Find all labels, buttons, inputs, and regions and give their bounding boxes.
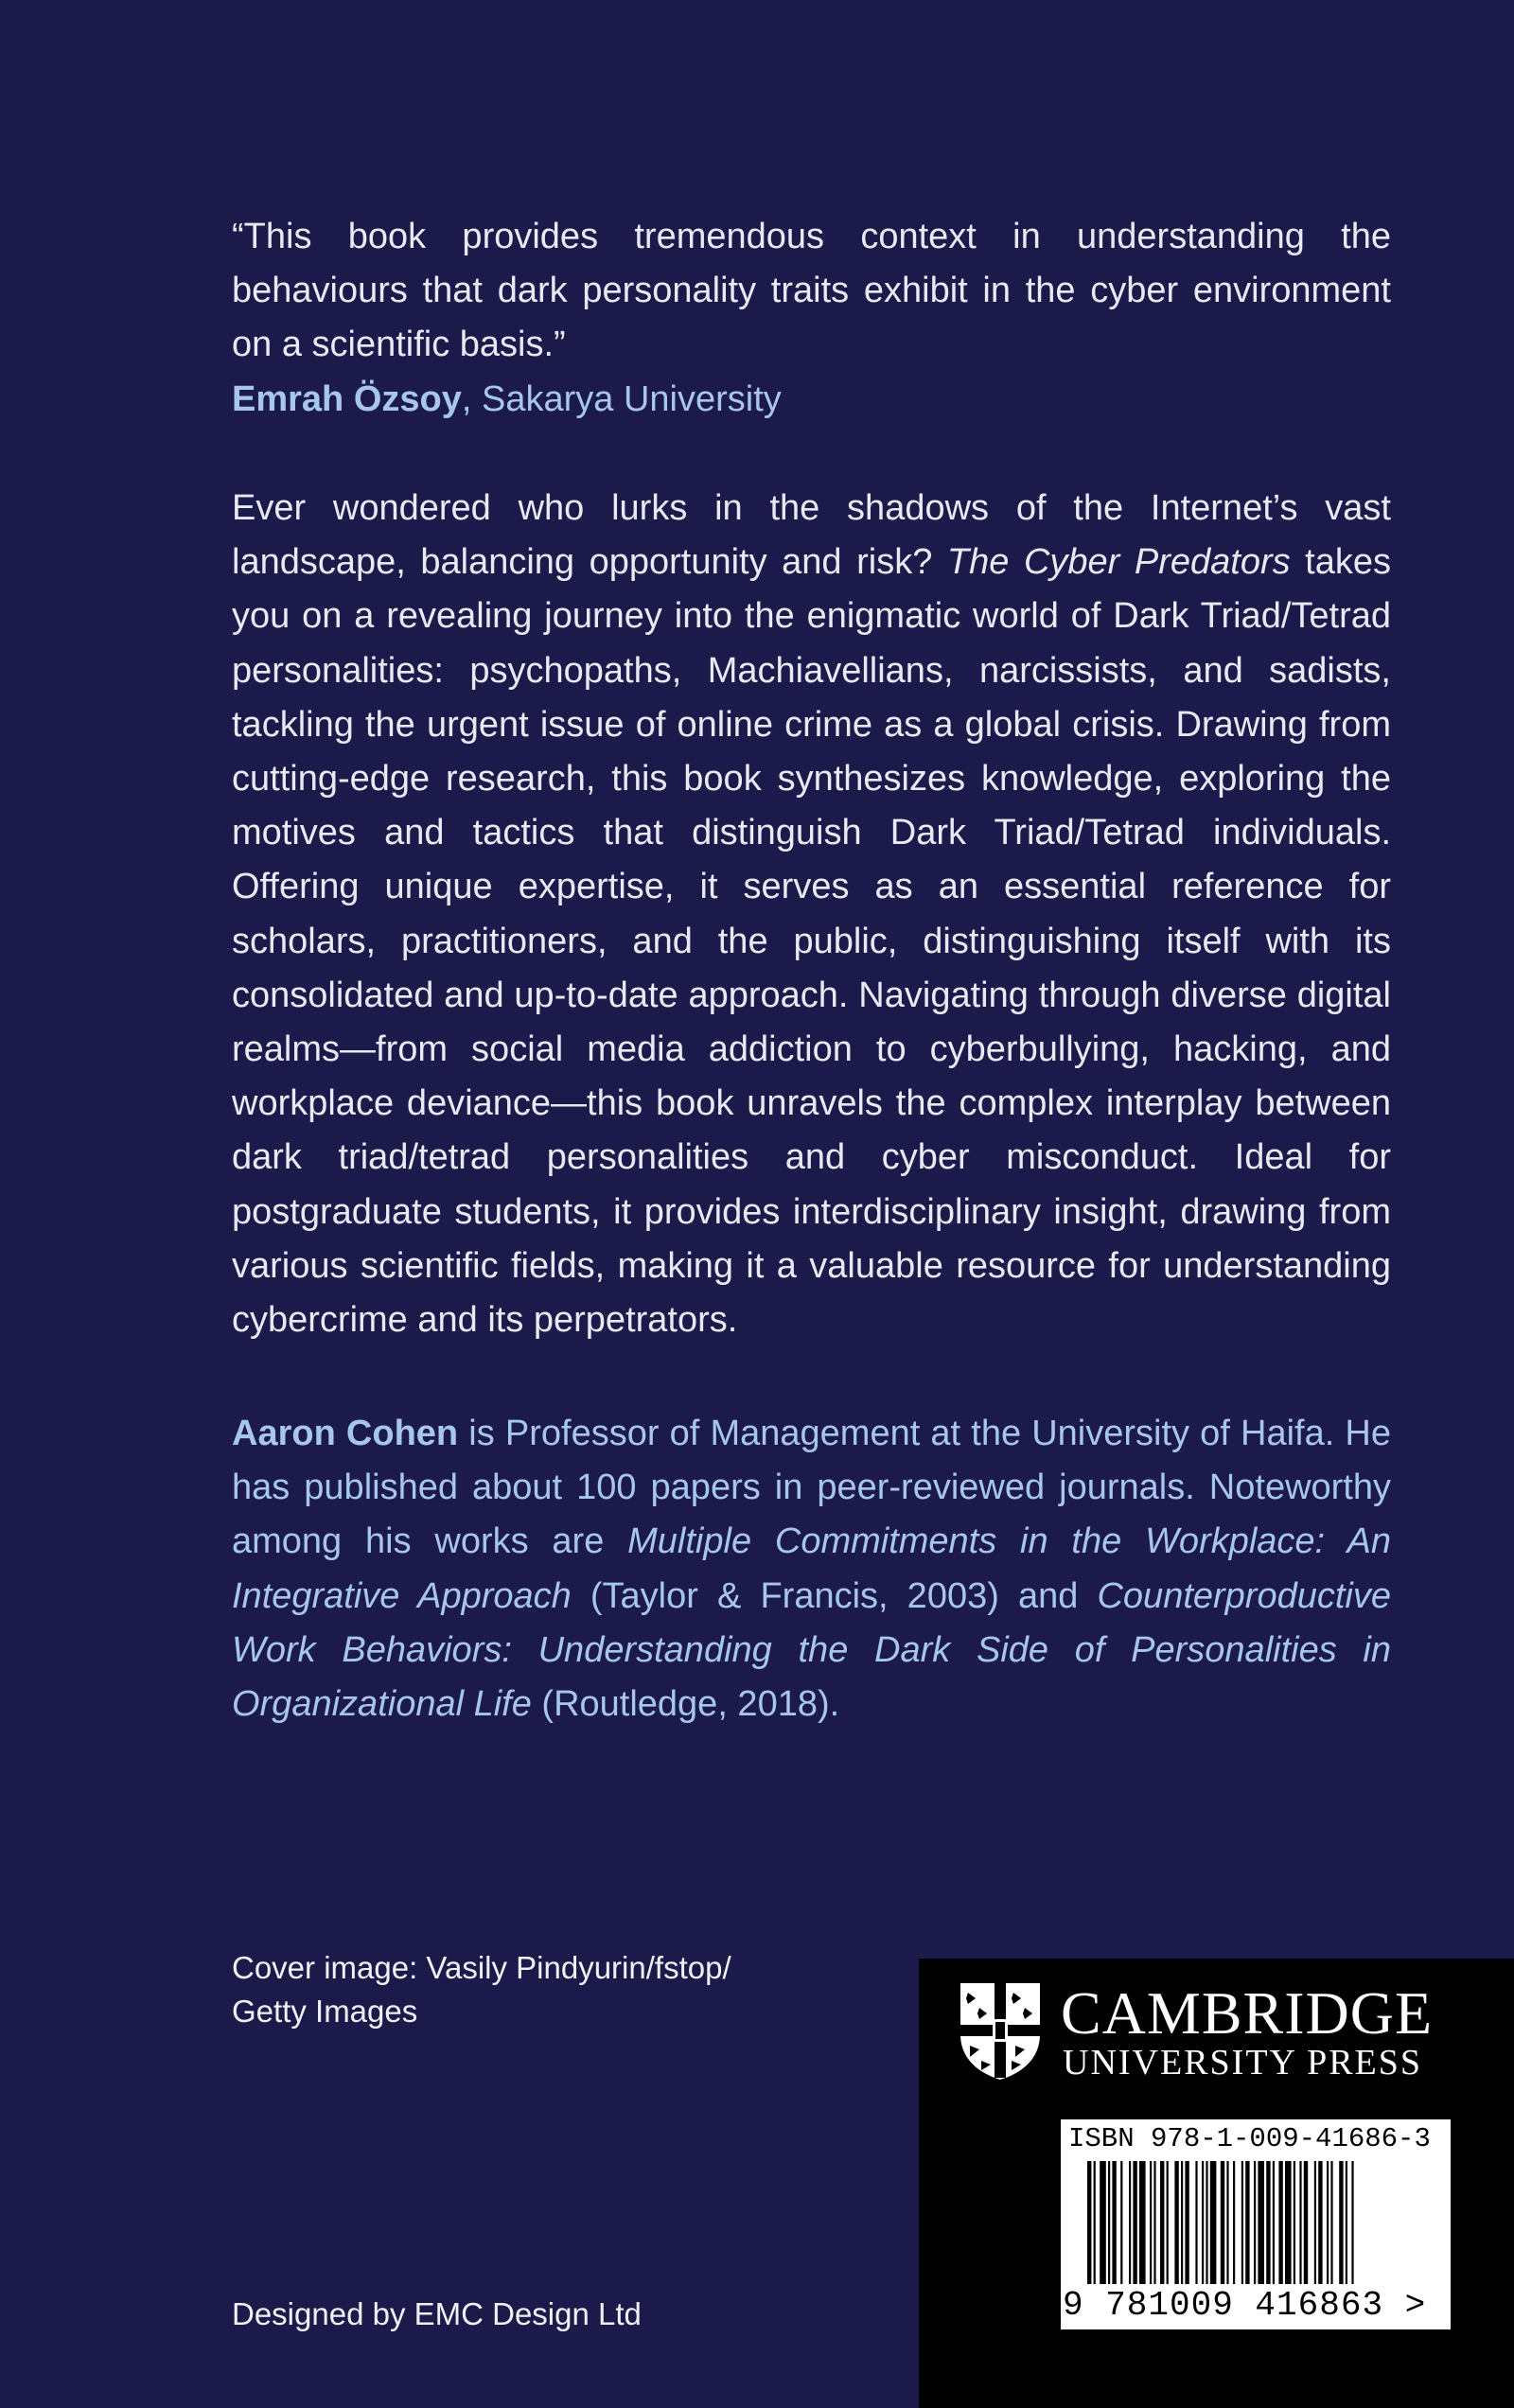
barcode-bar <box>1153 2161 1155 2284</box>
barcode-bar <box>1273 2161 1275 2284</box>
barcode-bar <box>1094 2161 1096 2284</box>
bio-text-2: (Taylor & Francis, 2003) and <box>571 1575 1098 1616</box>
barcode-bar <box>1245 2161 1249 2284</box>
barcode-bar <box>1330 2161 1332 2284</box>
bio-book-1: Multiple Commitments in the Workplace: An Integrative Approach <box>232 1521 1391 1616</box>
isbn-barcode <box>1061 2119 1451 2329</box>
bio-book-2: Counterproductive Work Behaviors: Understanding the Dark Side of Personalities in Organizational Life <box>232 1575 1391 1725</box>
barcode-bar <box>1346 2161 1347 2284</box>
bio-text-3: (Routledge, 2018). <box>531 1684 840 1725</box>
barcode-digits: 9 781009 416863 > <box>1063 2286 1427 2325</box>
barcode-bar <box>1167 2161 1169 2284</box>
cover-image-credit <box>232 1946 894 2033</box>
barcode-bar <box>1327 2161 1329 2284</box>
barcode-bar <box>1351 2161 1353 2284</box>
barcode-bar <box>1100 2161 1106 2284</box>
barcode-bar <box>1258 2161 1264 2284</box>
author-name: Aaron Cohen <box>232 1414 459 1453</box>
publisher-name: CAMBRIDGE <box>1061 1979 1434 2047</box>
barcode-bar <box>1241 2161 1243 2284</box>
barcode-bar <box>1318 2161 1322 2284</box>
isbn-label: ISBN 978-1-009-41686-3 <box>1068 2123 1431 2154</box>
barcode-bar <box>1185 2161 1188 2284</box>
blurb-intro: Ever wondered who lurks in the shadows of the Internet’s vast landscape, balancing opportunity and risk? <box>232 488 1391 583</box>
barcode-bar <box>1304 2161 1308 2284</box>
author-bio <box>232 1407 1391 1731</box>
blurb-body: takes you on a revealing journey into the enigmatic world of Dark Triad/Tetrad personalities: psychopaths, Machiavellians, narcissists, and sadists, tackling the urgent issue of online crime as a global crisis. Drawing from cutting-edge research, this book synthesizes knowledge, exploring the motives and tactics that distinguish Dark Triad/Tetrad individuals. Offering unique expertise, it serves as an essential reference for scholars, practitioners, and the public, distinguishing itself with its consolidated and up-to-date approach. Navigating through diverse digital realms—from social media addiction to cyberbullying, hacking, and workplace deviance—this book unravels the complex interplay between dark triad/tetrad personalities and cyber misconduct. Ideal for postgraduate students, it provides interdisciplinary insight, drawing from various scientific fields, making it a valuable resource for understanding cybercrime and its perpetrators. <box>232 542 1391 1341</box>
barcode-bar <box>1133 2161 1136 2284</box>
barcode-bar <box>1129 2161 1131 2284</box>
quote-affiliation: , Sakarya University <box>461 378 782 419</box>
barcode-bar <box>1150 2161 1152 2284</box>
barcode-bars <box>1087 2161 1430 2284</box>
barcode-bar <box>1206 2161 1207 2284</box>
barcode-bar <box>1339 2161 1343 2284</box>
barcode-bar <box>1181 2161 1183 2284</box>
quote-text: “This book provides tremendous context in understanding the behaviours that dark personality traits exhibit in the cyber environment on a scientific basis.” <box>232 217 1391 365</box>
book-title: The Cyber Predators <box>946 542 1291 583</box>
barcode-bar <box>1299 2161 1301 2284</box>
barcode-bar <box>1314 2161 1316 2284</box>
bio-text-1: is Professor of Management at the University of Haifa. He has published about 100 papers in peer-reviewed journals. Noteworthy among his works are <box>232 1414 1392 1562</box>
barcode-bar <box>1226 2161 1228 2284</box>
barcode-bar <box>1278 2161 1282 2284</box>
quote-attribution <box>232 373 1391 427</box>
barcode-bar <box>1202 2161 1204 2284</box>
barcode-bar <box>1108 2161 1110 2284</box>
book-description <box>232 482 1391 1347</box>
publisher-subname: UNIVERSITY PRESS <box>1063 2043 1423 2083</box>
publisher-panel <box>919 1959 1514 2408</box>
quote-author: Emrah Özsoy <box>232 378 462 419</box>
cover-credit-line-1: Cover image: Vasily Pindyurin/fstop/ <box>232 1950 731 1985</box>
barcode-bar <box>1285 2161 1292 2284</box>
barcode-bar <box>1254 2161 1256 2284</box>
designer-credit: Designed by EMC Design Ltd <box>232 2296 642 2331</box>
barcode-bar <box>1087 2161 1091 2284</box>
barcode-bar <box>1294 2161 1295 2284</box>
barcode-bar <box>1139 2161 1146 2284</box>
barcode-bar <box>1112 2161 1116 2284</box>
endorsement-quote <box>232 210 1391 427</box>
barcode-bar <box>1174 2161 1178 2284</box>
barcode-bar <box>1210 2161 1217 2284</box>
barcode-bar <box>1221 2161 1224 2284</box>
barcode-bar <box>1195 2161 1197 2284</box>
barcode-bar <box>1120 2161 1122 2284</box>
cambridge-crest-icon <box>957 1979 1044 2083</box>
barcode-bar <box>1266 2161 1270 2284</box>
barcode-bar <box>1160 2161 1164 2284</box>
barcode-bar <box>1233 2161 1235 2284</box>
cover-credit-line-2: Getty Images <box>232 1994 418 2029</box>
